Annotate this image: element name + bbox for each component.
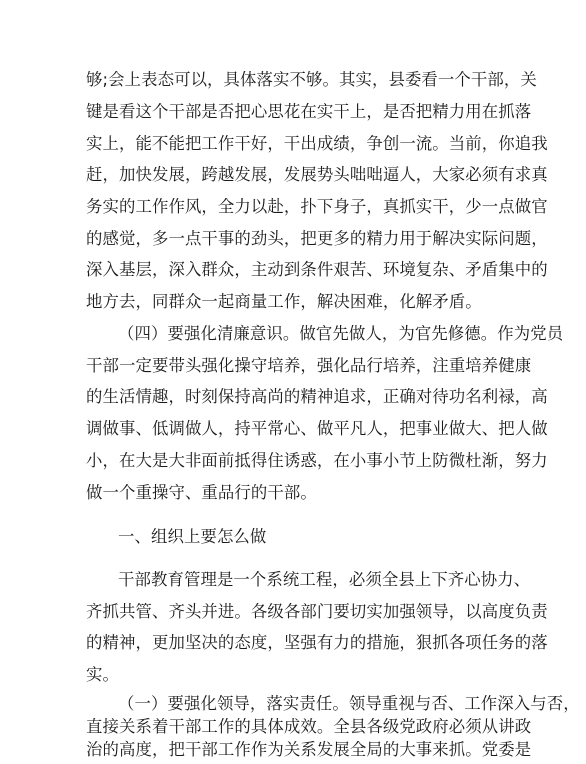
text-line: 的精神，更加坚决的态度，坚强有力的措施，狠抓各项任务的落 <box>86 633 548 652</box>
text-line: 的生活情趣，时刻保持高尚的精神追求，正确对待功名利禄，高 <box>86 387 548 406</box>
paragraph-heading: （四）要强化清廉意识。做官先做人，为官先修德。作为党员 <box>118 324 564 343</box>
text-line: 赶，加快发展，跨越发展，发展势头咄咄逼人，大家必须有求真 <box>86 165 548 184</box>
text-line: 地方去，同群众一起商量工作，解决困难，化解矛盾。 <box>86 292 482 311</box>
text-line: 实。 <box>86 665 119 684</box>
text-line: 够;会上表态可以，具体落实不够。其实，县委看一个干部，关 <box>86 70 537 89</box>
text-line: 小，在大是大非面前抵得住诱惑，在小事小节上防微杜渐，努力 <box>86 451 548 470</box>
text-line: 实上，能不能把工作干好，干出成绩，争创一流。当前，你追我 <box>86 134 548 153</box>
section-heading: 一、组织上要怎么做 <box>118 527 267 546</box>
paragraph-heading: （一）要强化领导，落实责任。领导重视与否、工作深入与否， <box>118 694 580 713</box>
text-line: 调做事、低调做人，持平常心、做平凡人，把事业做大、把人做 <box>86 419 548 438</box>
text-line: 键是看这个干部是否把心思花在实干上，是否把精力用在抓落 <box>86 102 532 121</box>
paragraph-start: 干部教育管理是一个系统工程，必须全县上下齐心协力、 <box>118 570 531 589</box>
text-line: 干部一定要带头强化操守培养，强化品行培养，注重培养健康 <box>86 356 532 375</box>
text-line: 齐抓共管、齐头并进。各级各部门要切实加强领导，以高度负责 <box>86 602 548 621</box>
text-line: 做一个重操守、重品行的干部。 <box>86 483 317 502</box>
text-line: 深入基层，深入群众，主动到条件艰苦、环境复杂、矛盾集中的 <box>86 260 548 279</box>
text-line: 的感觉，多一点干事的劲头，把更多的精力用于解决实际问题， <box>86 229 548 248</box>
text-line: 治的高度，把干部工作作为关系发展全局的大事来抓。党委是 <box>86 740 532 759</box>
text-line: 务实的工作作风，全力以赴，扑下身子，真抓实干，少一点做官 <box>86 197 548 216</box>
text-line: 直接关系着干部工作的具体成效。全县各级党政府必须从讲政 <box>86 717 532 736</box>
